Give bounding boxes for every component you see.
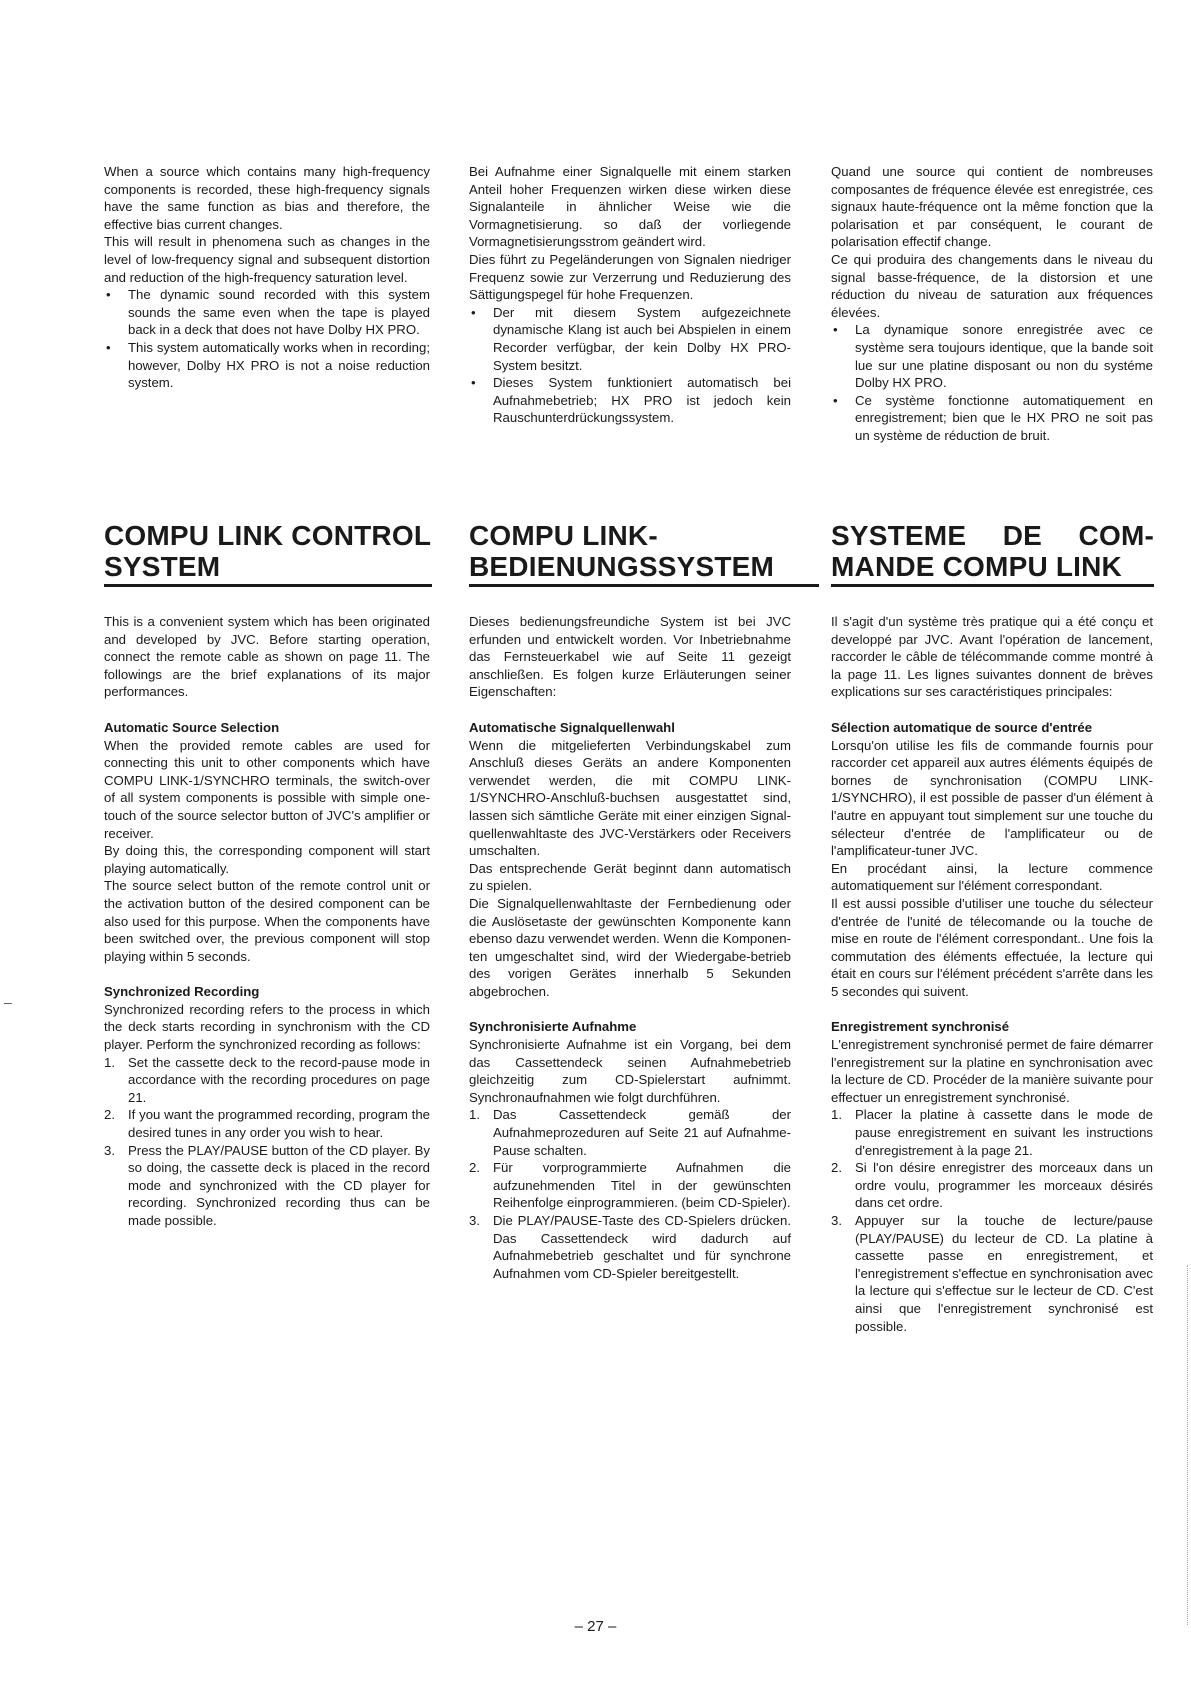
french-section-title — [831, 520, 1154, 587]
german-sync-intro: Synchronisierte Aufnahme ist ein Vorgang, bei dem das Cassettendeck seinen Aufnahmebetrieb gleichzeitig zum CD-Spielerstart aufnimmt. Synchronaufnahmen wie folgt durchführen. — [469, 1037, 791, 1105]
step-text: Set the cassette deck to the record-pause mode in accordance with the recording procedures on page 21. — [128, 1054, 430, 1105]
page-title: COMPU LINK-BEDIENUNGSSYSTEM — [469, 520, 775, 582]
german-step-list — [469, 1106, 791, 1282]
title-line-2: MANDE COMPU LINK — [831, 551, 1122, 582]
page-title — [831, 520, 1154, 582]
english-source-para-1: When the provided remote cables are used for connecting this unit to other components which have COMPU LINK-1/SYNCHRO terminals, the switch-over of all system components is possible with simple one-touch of the source selector button of JVC's amplifier or receiver. — [104, 737, 430, 841]
list-item — [469, 1159, 791, 1212]
french-subheading-sync: Enregistrement synchronisé — [831, 1019, 1010, 1035]
scan-edge-dots — [1185, 1265, 1188, 1625]
french-source-para-2: En procédant ainsi, la lecture commence automatiquement sur l'élément correspondant. — [831, 860, 1153, 894]
french-hx-pro-notes — [831, 163, 1153, 445]
german-section-title — [469, 520, 819, 587]
list-item — [831, 1159, 1153, 1212]
french-lead: Il s'agit d'un système très pratique qui a été conçu et developpé par JVC. Avant l'opération de lancement, raccorder le câble de télécommande comme montré à la page 11. Les lignes suivantes donnent de brèves explications sur ses caractéristiques principales: — [831, 614, 1153, 700]
english-hx-pro-notes — [104, 163, 430, 392]
step-number: 1. — [469, 1107, 480, 1123]
title-line-1: SYSTEME DE COM- — [831, 520, 1154, 551]
step-text: Die PLAY/PAUSE-Taste des CD-Spielers drücken. Das Cassettendeck wird dadurch auf Aufnahmebetrieb geschaltet und für synchrone Aufnahmen vom CD-Spieler bereitgestellt. — [493, 1213, 791, 1281]
english-compu-link-body — [104, 613, 430, 1230]
german-source-para-1: Wenn die mitgelieferten Verbindungskabel zum Anschluß dieses Geräts an andere Komponenten verwendet werden, die mit COMPU LINK-1/SYNCHRO-Anschluß-buchsen ausgestattet sind, lassen sich sämtliche Geräte mit einer einzigen Signal-quellenwahltaste des JVC-Verstärkers oder Receivers umschalten. — [469, 737, 791, 859]
step-text: Si l'on désire enregistrer des morceaux dans un ordre voulu, programmer les morceaux désirés dans cet ordre. — [855, 1160, 1153, 1211]
german-source-para-3: Die Signalquellenwahltaste der Fernbedienung oder die Auslösetaste der gewünschten Komponente kann ebenso dazu verwendet werden. Wenn die Komponen-ten umgeschaltet sind, wird der Wiedergabe-betrieb des vorigen Gerätes innerhalb 5 Sekunden abgebrochen. — [469, 895, 791, 999]
german-lead: Dieses bedienungsfreundiche System ist bei JVC erfunden und entwickelt worden. Vor Inbetriebnahme das Fernsteuerkabel wie auf Seite 11 gezeigt anschließen. Es folgen kurze Erläuterungen seiner Eigenschaften: — [469, 614, 791, 700]
english-source-para-3: The source select button of the remote control unit or the activation button of the desired component can be also used for this purpose. When the components have been switched over, the previous component will stop playing within 5 seconds. — [104, 878, 430, 964]
page-title: COMPU LINK CONTROL SYSTEM — [104, 520, 431, 582]
german-intro-1: Bei Aufnahme einer Signalquelle mit einem starken Anteil hoher Frequenzen wirken diese wirken diese Signalanteile in ähnlicher Weise wie die Vormagnetisierung. so daß der vorliegende Vormagnetisierungsstrom geändert wird. — [469, 164, 791, 250]
step-number: 3. — [104, 1142, 115, 1158]
list-item — [104, 1054, 430, 1107]
step-text: Placer la platine à cassette dans le mode de pause enregistrement en suivant les instructions d'enregistrement à la page 21. — [855, 1107, 1153, 1158]
english-intro-1: When a source which contains many high-frequency components is recorded, these high-frequency signals have the same function as bias and therefore, the effective bias current changes. — [104, 164, 430, 232]
english-sync-intro: Synchronized recording refers to the process in which the deck starts recording in synchronism with the CD player. Perform the synchronized recording as follows: — [104, 1001, 430, 1053]
step-text: If you want the programmed recording, program the desired tunes in any order you wish to hear. — [128, 1107, 430, 1141]
german-hx-pro-notes — [469, 163, 791, 427]
english-bullet-list — [104, 286, 430, 392]
french-sync-intro: L'enregistrement synchronisé permet de faire démarrer l'enregistrement sur la platine en synchronisation avec la lecture de CD. Procéder de la manière suivante pour effectuer un enregistrement synchronisé. — [831, 1037, 1153, 1105]
page-number: – 27 – — [574, 1618, 617, 1635]
step-number: 2. — [831, 1160, 842, 1176]
list-item — [469, 1106, 791, 1159]
english-intro-2: This will result in phenomena such as changes in the level of low-frequency signal and subsequent distortion and reduction of the high-frequency saturation level. — [104, 234, 430, 285]
german-source-para-2: Das entsprechende Gerät beginnt dann automatisch zu spielen. — [469, 860, 791, 894]
step-number: 1. — [831, 1107, 842, 1123]
list-item — [831, 1212, 1153, 1335]
step-text: Für vorprogrammierte Aufnahmen die aufzunehmenden Titel in der gewünschten Reihenfolge einprogrammieren. (beim CD-Spieler). — [493, 1160, 791, 1211]
english-subheading-sync: Synchronized Recording — [104, 984, 260, 1000]
french-intro-2: Ce qui produira des changements dans le niveau du signal basse-fréquence, de la distorsion et une réduction du niveau de saturation aux fréquences élevées. — [831, 251, 1153, 320]
french-compu-link-body — [831, 613, 1153, 1335]
list-item: • This system automatically works when in recording; however, Dolby HX PRO is not a noise reduction system. — [104, 339, 430, 392]
german-subheading-source: Automatische Signalquellenwahl — [469, 719, 675, 735]
list-item: • Ce système fonctionne automatiquement en enregistrement; bien que le HX PRO ne soit pas un système de réduction de bruit. — [831, 392, 1153, 445]
step-text: Appuyer sur la touche de lecture/pause (PLAY/PAUSE) du lecteur de CD. La platine à cassette passe en enregistrement, et l'enregistrement s'effectue en synchronisation avec la lecture qui s'effectue sur le lecteur de CD. C'est ainsi que l'enregistrement synchronisé est possible. — [855, 1213, 1154, 1334]
list-item: • Der mit diesem System aufgezeichnete dynamische Klang ist auch bei Abspielen in einem Recorder verfügbar, der kein Dolby HX PRO-System besitzt. — [469, 304, 791, 374]
list-item — [831, 1106, 1153, 1159]
step-number: 3. — [469, 1213, 480, 1228]
german-bullet-list — [469, 304, 791, 427]
english-source-para-2: By doing this, the corresponding component will start playing automatically. — [104, 843, 430, 876]
german-subheading-sync: Synchronisierte Aufnahme — [469, 1019, 637, 1035]
step-number: 2. — [104, 1107, 115, 1123]
step-text: Press the PLAY/PAUSE button of the CD player. By so doing, the cassette deck is placed in the record mode and synchronized with the CD player for recording. Synchronized recording thus can be made possible. — [128, 1142, 430, 1228]
english-lead: This is a convenient system which has been originated and developed by JVC. Before starting operation, connect the remote cable as shown on page 11. The followings are the brief explanations of its major performances. — [104, 614, 430, 700]
list-item — [104, 1106, 430, 1141]
list-item: • The dynamic sound recorded with this system sounds the same even when the tape is played back in a deck that does not have Dolby HX PRO. — [104, 286, 430, 339]
list-item — [469, 1212, 791, 1282]
list-item: • Dieses System funktioniert automatisch bei Aufnahmebetrieb; HX PRO ist jedoch kein Rauschunterdrückungssystem. — [469, 374, 791, 427]
german-compu-link-body — [469, 613, 791, 1282]
step-number: 2. — [469, 1160, 480, 1176]
step-text: Das Cassettendeck gemäß der Aufnahmeprozeduren auf Seite 21 auf Aufnahme-Pause schalten. — [493, 1107, 791, 1158]
french-source-para-1: Lorsqu'on utilise les fils de commande fournis pour raccorder cet appareil aux autres éléments équipés de bornes de synchronisation (COMPU LINK-1/SYNCHRO), il est possible de passer d'un élément à l'autre en appuyant tout simplement sur une touche du sélecteur d'entrée de l'amplificateur ou de l'amplificateur-tuner JVC. — [831, 737, 1153, 859]
list-item: • La dynamique sonore enregistrée avec ce système sera toujours identique, que la bande soit lue sur une platine disposant ou non du systéme Dolby HX PRO. — [831, 321, 1153, 391]
french-bullet-list — [831, 321, 1153, 444]
step-number: 3. — [831, 1213, 842, 1228]
english-subheading-source: Automatic Source Selection — [104, 719, 280, 735]
margin-dash-mark: – — [4, 994, 12, 1010]
french-subheading-source: Sélection automatique de source d'entrée — [831, 719, 1093, 735]
english-step-list — [104, 1054, 430, 1230]
step-number: 1. — [104, 1054, 115, 1070]
french-source-para-3: Il est aussi possible d'utiliser une touche du sélecteur d'entrée de l'unité de télecomande ou la touche de mise en route de l'élément correspondant.. Une fois la commutation des éléments effectuée, la lecture qui était en cours sur l'élément précédent s'arrête dans les 5 secondes qui suivent. — [831, 895, 1153, 999]
french-intro-1: Quand une source qui contient de nombreuses composantes de fréquence élevée est enregistrée, ces signaux haute-fréquence ont la même fonction que la polarisation et par conséquent, le courant de polarisation effectif change. — [831, 164, 1153, 250]
french-step-list — [831, 1106, 1153, 1335]
english-section-title — [104, 520, 432, 587]
list-item — [104, 1142, 430, 1230]
german-intro-2: Dies führt zu Pegeländerungen von Signalen niedriger Frequenz sowie zur Verzerrung und Reduzierung des Sättigungspegel für hohe Frequenzen. — [469, 251, 791, 303]
